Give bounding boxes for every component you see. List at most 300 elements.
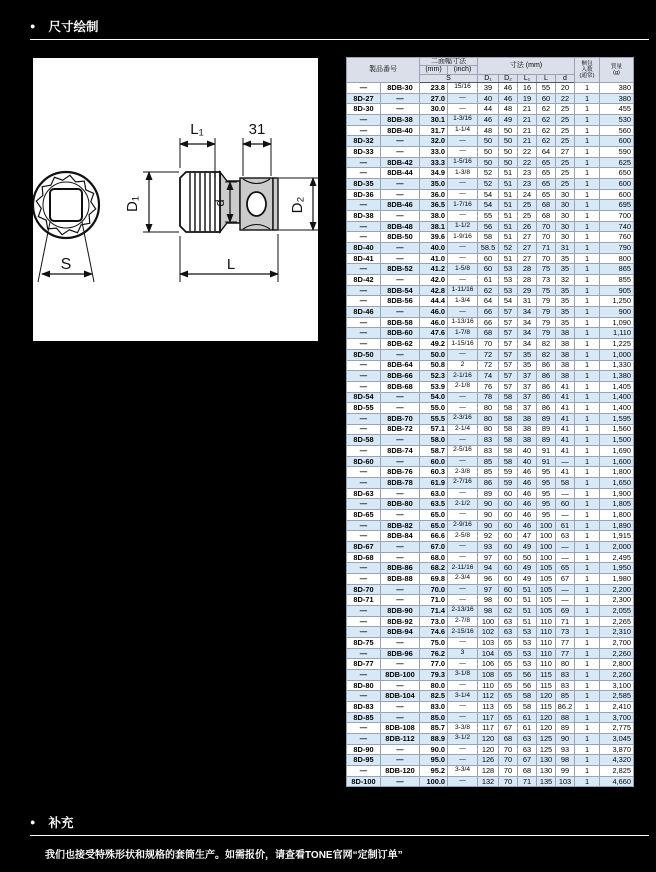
table-cell: 23 (518, 179, 537, 190)
table-row (347, 445, 634, 456)
table-cell: 60 (499, 563, 518, 574)
table-cell: 8D-85 (347, 712, 381, 723)
table-cell: 58 (499, 403, 518, 414)
table-cell: 90.0 (420, 744, 448, 755)
table-cell: 46 (518, 520, 537, 531)
table-cell: 1,800 (600, 509, 634, 520)
table-cell: — (448, 488, 478, 499)
table-cell: 27 (556, 147, 575, 158)
table-cell: 31 (518, 296, 537, 307)
table-cell: 63 (518, 734, 537, 745)
table-cell: 51 (518, 616, 537, 627)
table-cell: 60.0 (420, 456, 448, 467)
table-row (347, 189, 634, 200)
table-cell: 60 (499, 488, 518, 499)
table-cell: — (448, 637, 478, 648)
table-cell: 1-3/16 (448, 115, 478, 126)
table-cell: 86 (537, 392, 556, 403)
table-cell: 1 (575, 563, 600, 574)
table-cell: 91 (537, 445, 556, 456)
table-row (347, 371, 634, 382)
header-pack-line2: 入数 (581, 66, 593, 73)
table-cell: 380 (600, 93, 634, 104)
table-cell: 65 (537, 157, 556, 168)
table-cell: 52 (478, 179, 499, 190)
table-cell: 63.0 (420, 488, 448, 499)
table-cell: — (448, 702, 478, 713)
table-cell: 66 (478, 307, 499, 318)
table-cell: 40 (518, 456, 537, 467)
table-cell: 8DB-54 (381, 285, 420, 296)
table-cell: 135 (537, 776, 556, 787)
table-cell: — (448, 541, 478, 552)
table-row (347, 83, 634, 94)
table-row (347, 104, 634, 115)
table-cell: 73 (537, 275, 556, 286)
table-cell: 2-3/4 (448, 573, 478, 584)
table-cell: 76 (478, 381, 499, 392)
table-cell: 8DB-56 (381, 296, 420, 307)
table-cell: 38 (556, 339, 575, 350)
table-cell: 8D-30 (347, 104, 381, 115)
table-cell: — (381, 456, 420, 467)
table-row (347, 712, 634, 723)
table-cell: — (347, 157, 381, 168)
table-cell: 120 (478, 744, 499, 755)
table-cell: 90 (478, 520, 499, 531)
table-cell: 35 (518, 349, 537, 360)
front-view (33, 172, 99, 282)
table-cell: 86 (537, 381, 556, 392)
table-cell: 3-1/4 (448, 691, 478, 702)
table-cell: 30 (556, 232, 575, 243)
table-row (347, 232, 634, 243)
table-cell: — (347, 691, 381, 702)
table-cell: 57 (499, 349, 518, 360)
table-cell: — (381, 435, 420, 446)
table-cell: 36.0 (420, 189, 448, 200)
table-cell: 8DB-74 (381, 445, 420, 456)
table-cell: 1 (575, 232, 600, 243)
table-cell: 85.0 (420, 712, 448, 723)
table-cell: 60 (499, 499, 518, 510)
table-cell: 31.7 (420, 125, 448, 136)
table-cell: 60 (478, 264, 499, 275)
table-row (347, 477, 634, 488)
table-row (347, 253, 634, 264)
table-cell: 113 (478, 702, 499, 713)
table-cell: 33.0 (420, 147, 448, 158)
table-cell: 8DB-66 (381, 371, 420, 382)
table-cell: — (347, 371, 381, 382)
table-cell: — (448, 275, 478, 286)
table-cell: 3,870 (600, 744, 634, 755)
table-cell: 8DB-38 (381, 115, 420, 126)
table-cell: 35 (556, 264, 575, 275)
table-cell: 8DB-30 (381, 83, 420, 94)
table-row (347, 328, 634, 339)
table-cell: 2,260 (600, 648, 634, 659)
table-cell: 22 (518, 157, 537, 168)
table-cell: — (347, 648, 381, 659)
header-product-no: 製品番号 (347, 58, 420, 83)
table-cell: 38 (556, 371, 575, 382)
table-row (347, 627, 634, 638)
table-cell: 66.6 (420, 531, 448, 542)
table-cell: 1 (575, 445, 600, 456)
table-cell: 1 (575, 467, 600, 478)
table-cell: 8D-75 (347, 637, 381, 648)
header-inch: (inch) (448, 66, 478, 74)
table-cell: 2-11/16 (448, 563, 478, 574)
table-cell: 22 (556, 93, 575, 104)
table-cell: — (556, 488, 575, 499)
table-cell: 2,495 (600, 552, 634, 563)
table-cell: 865 (600, 264, 634, 275)
label-d1: D₁ (124, 196, 141, 212)
table-cell: 1 (575, 456, 600, 467)
table-cell: 560 (600, 125, 634, 136)
table-cell: 53 (518, 648, 537, 659)
table-cell: — (448, 211, 478, 222)
table-cell: 16 (518, 83, 537, 94)
table-cell: 8D-71 (347, 595, 381, 606)
table-cell: 97 (478, 584, 499, 595)
table-cell: 46 (499, 93, 518, 104)
table-cell: 8D-33 (347, 147, 381, 158)
table-cell: 8DB-104 (381, 691, 420, 702)
table-cell: 1 (575, 243, 600, 254)
table-cell: 1 (575, 659, 600, 670)
table-cell: 2-1/4 (448, 424, 478, 435)
table-cell: 8DB-100 (381, 669, 420, 680)
table-cell: — (347, 424, 381, 435)
table-cell: 1 (575, 371, 600, 382)
table-cell: — (347, 296, 381, 307)
table-cell: 68 (537, 200, 556, 211)
table-cell: 760 (600, 232, 634, 243)
table-cell: — (381, 104, 420, 115)
table-cell: 37 (518, 403, 537, 414)
table-cell: 1 (575, 264, 600, 275)
table-cell: 1 (575, 349, 600, 360)
table-cell: 49.2 (420, 339, 448, 350)
table-cell: 51 (499, 179, 518, 190)
table-cell: 1,090 (600, 317, 634, 328)
table-cell: 35 (556, 285, 575, 296)
table-cell: 100 (537, 552, 556, 563)
table-cell: 120 (537, 723, 556, 734)
table-cell: 95.0 (420, 755, 448, 766)
table-cell: 86.2 (556, 702, 575, 713)
table-cell: — (347, 573, 381, 584)
table-cell: 100.0 (420, 776, 448, 787)
table-cell: — (347, 285, 381, 296)
table-cell: 1 (575, 702, 600, 713)
table-row (347, 584, 634, 595)
table-cell: 61.9 (420, 477, 448, 488)
table-cell: 85 (556, 691, 575, 702)
table-cell: 95 (537, 477, 556, 488)
table-cell: 62 (537, 136, 556, 147)
table-cell: 8D-42 (347, 275, 381, 286)
table-cell: 69.8 (420, 573, 448, 584)
table-cell: 44 (478, 104, 499, 115)
table-cell: — (556, 552, 575, 563)
table-row (347, 136, 634, 147)
table-cell: — (448, 659, 478, 670)
table-cell: 67 (518, 755, 537, 766)
table-cell: 8D-32 (347, 136, 381, 147)
table-cell: 41 (556, 381, 575, 392)
table-cell: 100 (537, 531, 556, 542)
table-cell: 2,200 (600, 584, 634, 595)
table-cell: 93 (478, 541, 499, 552)
table-cell: 82 (537, 339, 556, 350)
table-cell: 1 (575, 93, 600, 104)
table-cell: 104 (478, 648, 499, 659)
header-pack-qty (575, 58, 600, 83)
table-cell: 8DB-70 (381, 413, 420, 424)
table-cell: 61 (478, 275, 499, 286)
table-cell: 2-9/16 (448, 520, 478, 531)
table-cell: 57 (499, 360, 518, 371)
table-cell: 38 (556, 349, 575, 360)
table-row (347, 200, 634, 211)
header-d2: D₂ (499, 74, 518, 82)
table-cell: 1,560 (600, 424, 634, 435)
table-cell: 67 (499, 723, 518, 734)
table-cell: 65.0 (420, 509, 448, 520)
table-cell: 1,225 (600, 339, 634, 350)
table-cell: 625 (600, 157, 634, 168)
table-cell: 8D-90 (347, 744, 381, 755)
table-cell: 25 (556, 168, 575, 179)
table-row (347, 616, 634, 627)
table-cell: 8D-95 (347, 755, 381, 766)
table-cell: 3 (448, 648, 478, 659)
table-cell: — (347, 616, 381, 627)
table-cell: — (347, 232, 381, 243)
table-cell: 15/16 (448, 83, 478, 94)
table-cell: 70 (478, 339, 499, 350)
table-cell: 65 (556, 563, 575, 574)
table-cell: 65.0 (420, 520, 448, 531)
table-cell: 8D-40 (347, 243, 381, 254)
table-cell: 105 (537, 573, 556, 584)
table-cell: 8D-70 (347, 584, 381, 595)
table-cell: 600 (600, 136, 634, 147)
table-cell: 79 (537, 317, 556, 328)
table-cell: 1 (575, 691, 600, 702)
table-cell: 110 (537, 659, 556, 670)
table-cell: 8DB-90 (381, 605, 420, 616)
table-cell: 2,775 (600, 723, 634, 734)
table-cell: — (347, 766, 381, 777)
table-cell: 31 (556, 243, 575, 254)
table-cell: 69 (556, 605, 575, 616)
table-cell: 35 (518, 360, 537, 371)
table-cell: 60 (499, 531, 518, 542)
table-cell: — (347, 360, 381, 371)
table-cell: 2-1/8 (448, 381, 478, 392)
table-cell: 1-3/4 (448, 296, 478, 307)
section-title-dimensions: 尺寸绘制 (48, 20, 99, 34)
table-cell: — (347, 125, 381, 136)
table-cell: 1,600 (600, 456, 634, 467)
table-cell: 60 (499, 573, 518, 584)
table-row (347, 317, 634, 328)
table-cell: — (381, 702, 420, 713)
table-cell: 66 (478, 317, 499, 328)
table-cell: 52 (499, 243, 518, 254)
table-cell: 49 (518, 573, 537, 584)
table-cell: 1 (575, 339, 600, 350)
table-cell: 51 (499, 211, 518, 222)
table-row (347, 243, 634, 254)
table-cell: 21 (518, 125, 537, 136)
table-cell: 1 (575, 168, 600, 179)
table-cell: 8DB-88 (381, 573, 420, 584)
table-cell: 70.0 (420, 584, 448, 595)
table-cell: 50 (478, 147, 499, 158)
table-cell: 98 (478, 605, 499, 616)
table-cell: 46 (499, 83, 518, 94)
table-cell: 38 (556, 328, 575, 339)
table-cell: 34 (518, 317, 537, 328)
table-cell: 1,980 (600, 573, 634, 584)
table-cell: 32 (556, 275, 575, 286)
table-cell: — (381, 243, 420, 254)
table-row (347, 360, 634, 371)
table-cell: 73 (556, 627, 575, 638)
table-cell: 8DB-78 (381, 477, 420, 488)
table-cell: 112 (478, 691, 499, 702)
table-cell: 1 (575, 776, 600, 787)
table-cell: 1 (575, 605, 600, 616)
table-cell: 24 (518, 189, 537, 200)
table-cell: 38.0 (420, 211, 448, 222)
table-cell: 53 (518, 659, 537, 670)
table-cell: 25 (518, 211, 537, 222)
table-cell: 8D-46 (347, 307, 381, 318)
table-cell: 8DB-52 (381, 264, 420, 275)
table-cell: 1 (575, 648, 600, 659)
table-cell: 1 (575, 552, 600, 563)
label-31: 31 (248, 121, 266, 138)
table-cell: 75.0 (420, 637, 448, 648)
table-cell: 68 (537, 211, 556, 222)
bullet-icon: ● (30, 20, 36, 31)
table-cell: 8DB-50 (381, 232, 420, 243)
label-d2: D₂ (289, 196, 306, 214)
table-cell: 82.5 (420, 691, 448, 702)
table-cell: 8DB-84 (381, 531, 420, 542)
table-cell: — (347, 381, 381, 392)
table-cell: 83.0 (420, 702, 448, 713)
table-cell: 70 (537, 221, 556, 232)
table-cell: — (381, 755, 420, 766)
table-cell: 25 (556, 157, 575, 168)
header-mass-line2: (g) (613, 70, 620, 77)
table-cell: 1,805 (600, 499, 634, 510)
table-cell: 51 (518, 584, 537, 595)
table-cell: 51 (499, 168, 518, 179)
table-cell: — (347, 328, 381, 339)
table-cell: 25 (556, 104, 575, 115)
table-cell: 58 (518, 691, 537, 702)
table-cell: 8DB-48 (381, 221, 420, 232)
table-cell: 8DB-72 (381, 424, 420, 435)
header-d1: D₁ (478, 74, 499, 82)
table-cell: 65 (537, 179, 556, 190)
table-cell: 2,825 (600, 766, 634, 777)
table-cell: 58.0 (420, 435, 448, 446)
table-cell: 740 (600, 221, 634, 232)
table-cell: 126 (478, 755, 499, 766)
table-cell: 1 (575, 275, 600, 286)
table-cell: 1 (575, 734, 600, 745)
table-row (347, 605, 634, 616)
table-cell: 60 (499, 552, 518, 563)
table-cell: 8D-65 (347, 509, 381, 520)
table-cell: 34.9 (420, 168, 448, 179)
table-cell: 1 (575, 360, 600, 371)
table-cell: 1 (575, 755, 600, 766)
table-cell: 88.9 (420, 734, 448, 745)
table-cell: 1 (575, 680, 600, 691)
table-cell: — (448, 179, 478, 190)
table-cell: 95 (537, 467, 556, 478)
table-cell: 61 (518, 712, 537, 723)
table-cell: 75 (537, 285, 556, 296)
table-cell: 80.0 (420, 680, 448, 691)
dimension-drawing-panel (33, 58, 318, 341)
table-cell: 54.0 (420, 392, 448, 403)
table-cell: 65 (499, 702, 518, 713)
table-cell: — (556, 541, 575, 552)
table-row (347, 723, 634, 734)
table-cell: 1 (575, 520, 600, 531)
table-cell: 77 (556, 648, 575, 659)
table-cell: 49 (518, 541, 537, 552)
table-cell: 92 (478, 531, 499, 542)
table-cell: — (381, 179, 420, 190)
table-cell: 120 (537, 691, 556, 702)
table-row (347, 509, 634, 520)
table-cell: 77 (556, 637, 575, 648)
table-cell: — (448, 595, 478, 606)
table-cell: 26 (518, 221, 537, 232)
table-cell: 70 (537, 232, 556, 243)
table-cell: — (381, 211, 420, 222)
table-cell: 29 (518, 285, 537, 296)
table-cell: 40.0 (420, 243, 448, 254)
table-cell: 128 (478, 766, 499, 777)
table-cell: 855 (600, 275, 634, 286)
table-cell: 1 (575, 424, 600, 435)
table-cell: 53 (518, 637, 537, 648)
table-cell: 77.0 (420, 659, 448, 670)
table-cell: 103 (556, 776, 575, 787)
table-row (347, 776, 634, 787)
table-cell: 2-7/8 (448, 616, 478, 627)
table-cell: 38 (556, 360, 575, 371)
table-cell: 530 (600, 115, 634, 126)
table-cell: 53 (499, 285, 518, 296)
table-cell: 1 (575, 499, 600, 510)
table-cell: 58 (499, 413, 518, 424)
